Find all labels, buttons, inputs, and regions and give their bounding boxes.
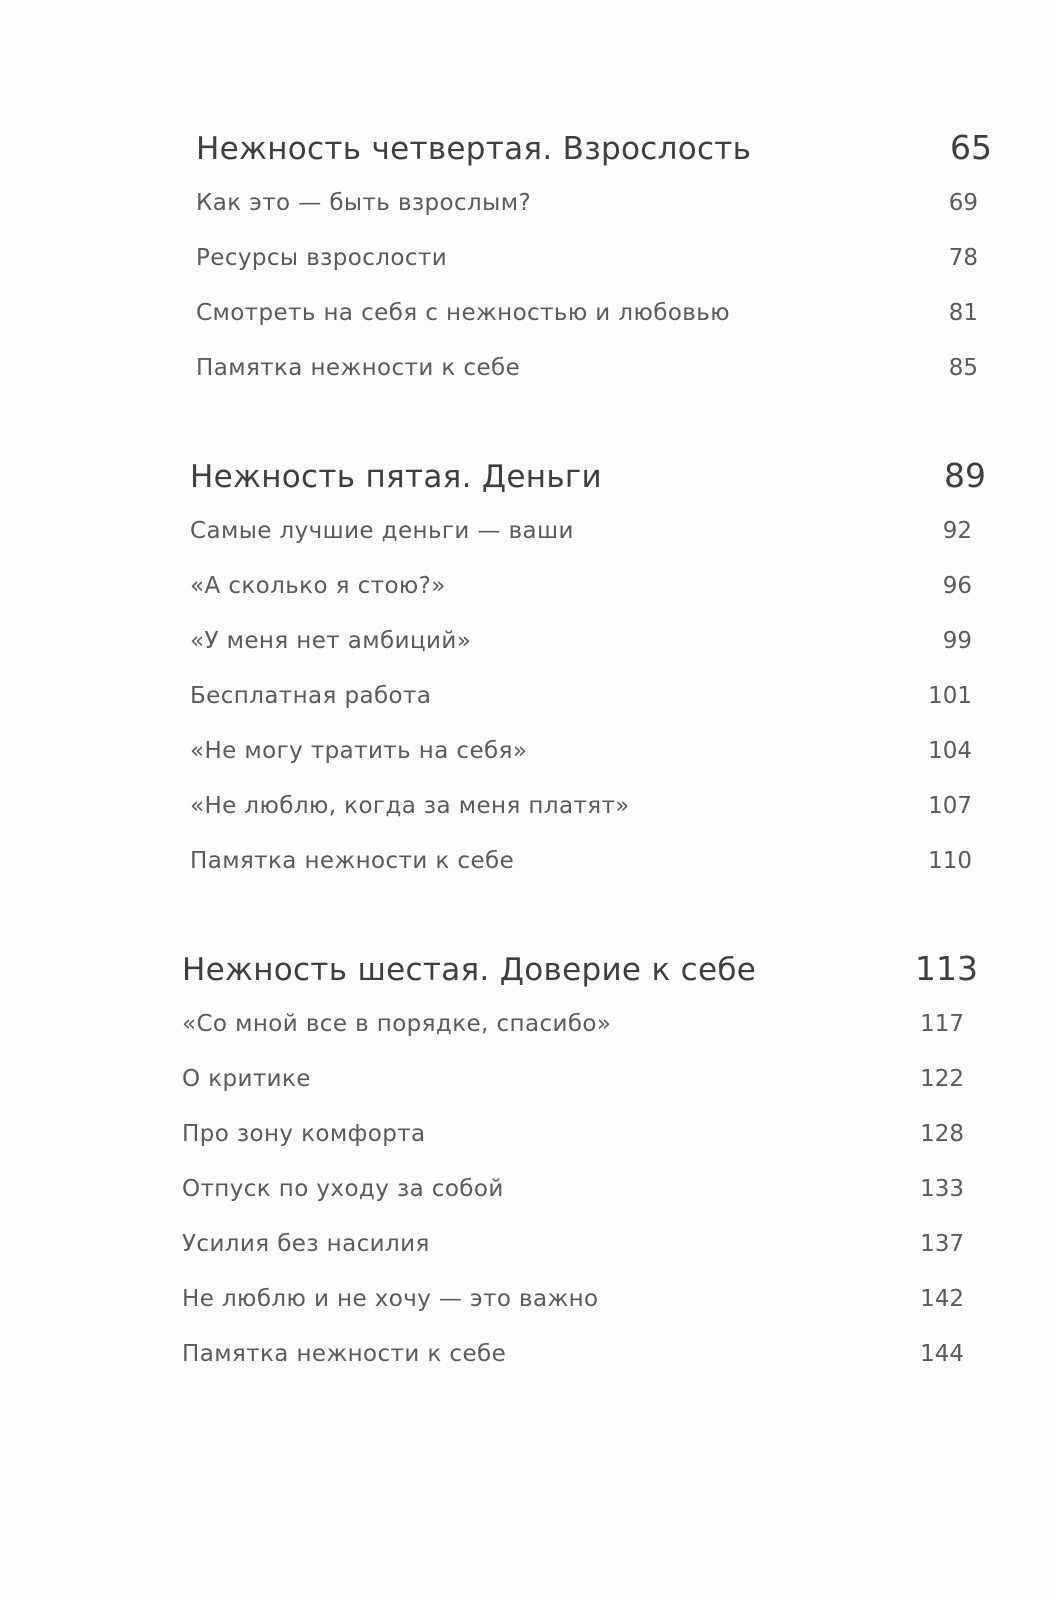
toc-entry [196,190,992,245]
section-page-number: 113 [915,949,978,988]
section-heading [196,128,992,190]
toc-entry [182,1286,978,1341]
entry-title: Памятка нежности к себе [196,355,521,381]
section-title: Нежность шестая. Доверие к себе [182,952,757,988]
entry-page-number: 122 [920,1066,964,1092]
section-heading [190,456,986,518]
entry-title: Бесплатная работа [190,683,432,709]
entry-title: Самые лучшие деньги — ваши [190,518,574,544]
toc-entry [196,245,992,300]
toc-entry [196,355,992,410]
entry-page-number: 128 [920,1121,964,1147]
toc-entry [190,683,986,738]
section-heading [182,949,978,1011]
toc-section-4 [196,128,992,410]
section-title: Нежность четвертая. Взрослость [196,131,752,167]
entry-page-number: 81 [948,300,978,326]
toc-entry [182,1011,978,1066]
entry-page-number: 69 [948,190,978,216]
entry-title: «Со мной все в порядке, спасибо» [182,1011,612,1037]
toc-entry [182,1176,978,1231]
table-of-contents [182,128,992,1442]
entry-page-number: 137 [920,1231,964,1257]
toc-entry [182,1231,978,1286]
section-page-number: 65 [950,128,992,167]
toc-entry [190,793,986,848]
entry-page-number: 110 [928,848,972,874]
toc-entry [182,1121,978,1176]
entry-title: О критике [182,1066,311,1092]
section-page-number: 89 [944,456,986,495]
entry-page-number: 101 [928,683,972,709]
toc-section-5 [190,456,986,903]
entry-title: Не люблю и не хочу — это важно [182,1286,599,1312]
entry-title: «У меня нет амбиций» [190,628,472,654]
entry-title: Про зону комфорта [182,1121,426,1147]
entry-title: Памятка нежности к себе [182,1341,507,1367]
toc-entry [190,628,986,683]
entry-title: Усилия без насилия [182,1231,430,1257]
entry-title: Как это — быть взрослым? [196,190,532,216]
toc-entry [182,1066,978,1121]
entry-page-number: 104 [928,738,972,764]
entry-page-number: 78 [948,245,978,271]
entry-page-number: 117 [920,1011,964,1037]
toc-entry [190,518,986,573]
entry-page-number: 99 [942,628,972,654]
entry-page-number: 107 [928,793,972,819]
entry-page-number: 142 [920,1286,964,1312]
entry-page-number: 96 [942,573,972,599]
toc-section-6 [182,949,978,1396]
entry-title: «А сколько я стою?» [190,573,446,599]
toc-entry [196,300,992,355]
toc-entry [182,1341,978,1396]
toc-entry [190,573,986,628]
entry-title: Ресурсы взрослости [196,245,448,271]
entry-page-number: 133 [920,1176,964,1202]
toc-entry [190,848,986,903]
entry-title: «Не люблю, когда за меня платят» [190,793,630,819]
entry-page-number: 92 [942,518,972,544]
section-title: Нежность пятая. Деньги [190,459,602,495]
entry-page-number: 85 [948,355,978,381]
entry-page-number: 144 [920,1341,964,1367]
entry-title: Отпуск по уходу за собой [182,1176,504,1202]
entry-title: Смотреть на себя с нежностью и любовью [196,300,730,326]
toc-entry [190,738,986,793]
entry-title: «Не могу тратить на себя» [190,738,528,764]
entry-title: Памятка нежности к себе [190,848,515,874]
